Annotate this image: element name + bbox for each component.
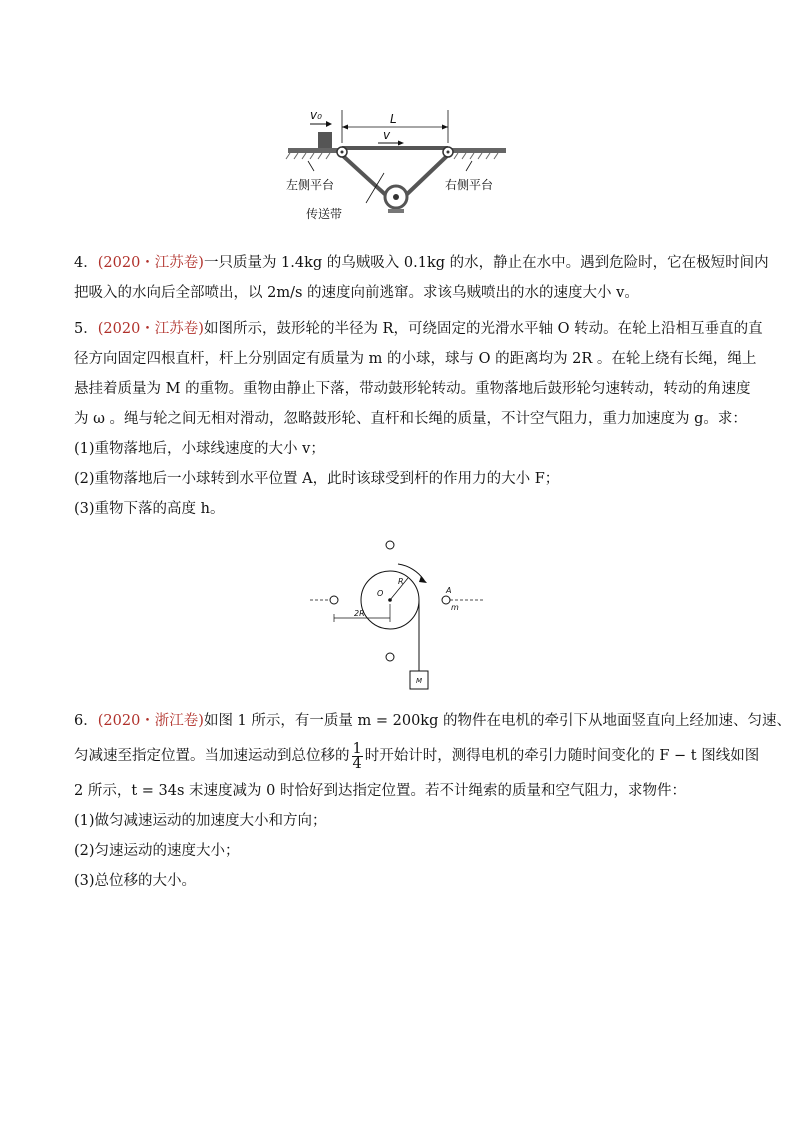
question-5-line-1: 5．(2020・江苏卷)如图所示，鼓形轮的半径为 R，可绕固定的光滑水平轴 O 转动。在轮上沿相互垂直的直 [74, 321, 763, 337]
question-6-line-3: 2 所示，t = 34s 末速度减为 0 时恰好到达指定位置。若不计绳索的质量和空气阻力，求物件： [74, 783, 686, 799]
question-6-sub-3: (3)总位移的大小。 [74, 873, 197, 889]
question-source: (2020・江苏卷) [97, 321, 204, 337]
question-5-sub-3: (3)重物下落的高度 h。 [74, 501, 225, 517]
question-source: (2020・江苏卷) [97, 255, 204, 271]
right-platform-label: 右侧平台 [445, 178, 494, 192]
R-label: R [398, 577, 404, 586]
question-5-sub-2: (2)重物落地后一小球转到水平位置 A，此时该球受到杆的作用力的大小 F； [74, 471, 560, 487]
right-platform [450, 148, 506, 159]
question-5-line-2: 径方向固定四根直杆，杆上分别固定有质量为 m 的小球，球与 O 的距离均为 2R 。在轮上绕有长绳，绳上 [74, 351, 757, 367]
v-label: v [383, 128, 391, 142]
M-label: M [416, 677, 423, 685]
question-5-sub-1: (1)重物落地后，小球线速度的大小 v； [74, 441, 325, 457]
conveyor-figure [280, 105, 520, 225]
question-6-sub-2: (2)匀速运动的速度大小； [74, 843, 240, 859]
top-ball [386, 541, 394, 549]
question-6-sub-1: (1)做匀减速运动的加速度大小和方向； [74, 813, 327, 829]
question-6-line-2: 匀减速至指定位置。当加速运动到总位移的 $\frac{1}{4}$ 时开始计时，测得电机的牵引力随时间变化的 F − t 图线如图 [74, 740, 760, 772]
left-ball [330, 596, 338, 604]
question-number: 4． [74, 255, 98, 271]
A-label: A [446, 586, 452, 595]
block [318, 132, 332, 148]
question-5 [74, 314, 763, 524]
question-source: (2020・浙江卷) [97, 713, 204, 729]
question-6-line-1: 6．(2020・浙江卷)如图 1 所示，有一质量 m = 200kg 的物件在电机的牵引下从地面竖直向上经加速、匀速、 [74, 713, 791, 729]
left-platform [286, 148, 344, 159]
question-4 [74, 248, 769, 308]
fraction-one-quarter: $\frac{1}{4}$ [352, 740, 362, 772]
question-4-line-2: 把吸入的水向后全部喷出，以 2m/s 的速度向前逃窜。求该乌贼喷出的水的速度大小 v。 [74, 285, 639, 301]
question-4-line-1: 4．(2020・江苏卷)一只质量为 1.4kg 的乌贼吸入 0.1kg 的水，静止在水中。遇到危险时，它在极短时间内 [74, 255, 769, 271]
question-number: 6． [74, 713, 98, 729]
L-label: L [390, 112, 397, 126]
drum-wheel-figure [306, 536, 496, 696]
belt-label: 传送带 [306, 207, 343, 221]
2R-label: 2R [354, 609, 365, 618]
question-number: 5． [74, 321, 98, 337]
question-5-line-4: 为 ω 。绳与轮之间无相对滑动，忽略鼓形轮、直杆和长绳的质量，不计空气阻力，重力加速度为 g。求： [74, 411, 747, 427]
question-6 [74, 706, 791, 896]
bottom-ball [386, 653, 394, 661]
v0-label: v₀ [310, 108, 322, 122]
m-label: m [451, 603, 459, 612]
question-5-line-3: 悬挂着质量为 M 的重物。重物由静止下落，带动鼓形轮转动。重物落地后鼓形轮匀速转动，转动的角速度 [74, 381, 751, 397]
O-label: O [377, 589, 384, 598]
right-ball [442, 596, 450, 604]
left-platform-label: 左侧平台 [286, 178, 335, 192]
